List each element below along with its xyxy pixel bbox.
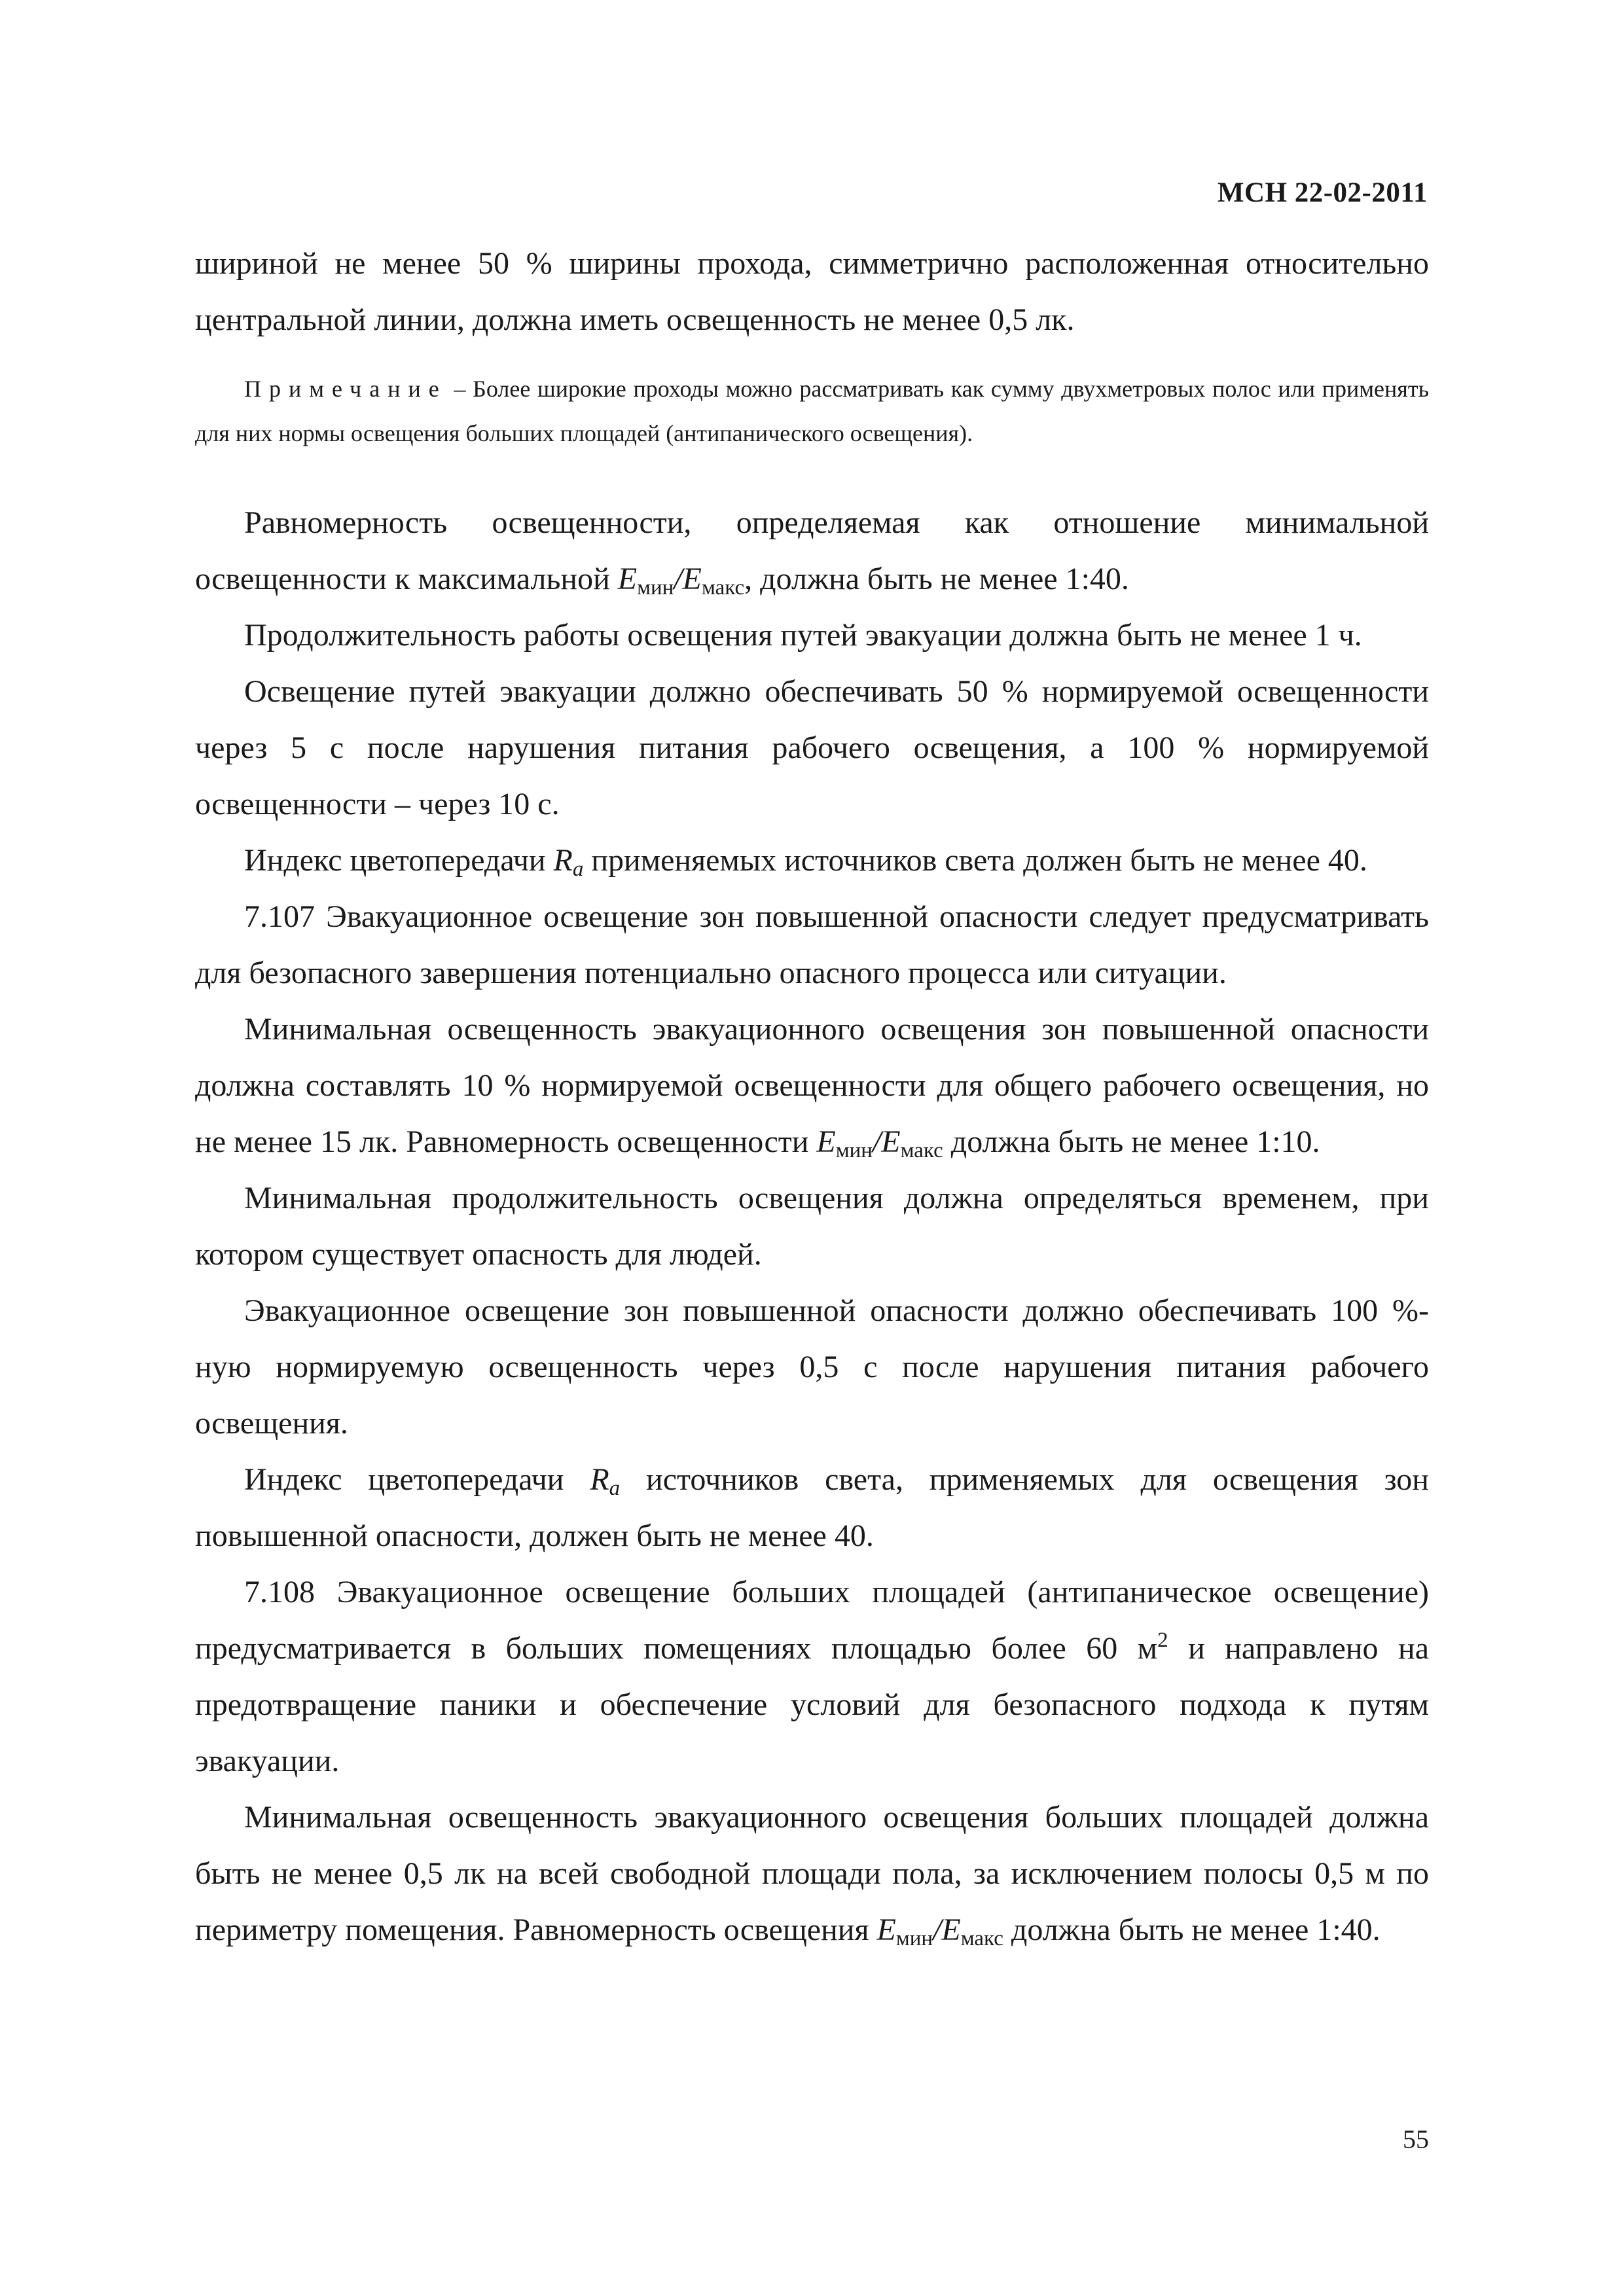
paragraph-high-risk-min-illuminance: [195, 1001, 1429, 1170]
slash: /: [674, 562, 683, 596]
text-run: должна быть не менее 1:10.: [943, 1124, 1320, 1159]
document-code: МСН 22-02-2011: [1217, 177, 1428, 208]
text-run: Минимальная освещенность эвакуационного освещения больших площадей должна быть не менее 0,5 лк на всей свободной площади пола, за исключением полосы 0,5 м по периметру помещения. Равномерность освещения: [195, 1800, 1429, 1947]
text-run: применяемых источников света должен быть не менее 40.: [583, 843, 1367, 878]
text-run: Индекс цветопередачи: [244, 843, 554, 878]
symbol-e: E: [816, 1124, 836, 1159]
subscript-max: макс: [900, 1139, 943, 1162]
text-run: должна быть не менее 1:40.: [1003, 1912, 1380, 1947]
symbol-r: R: [590, 1462, 609, 1497]
symbol-e: E: [881, 1124, 901, 1159]
text-run: Индекс цветопередачи: [244, 1462, 590, 1497]
symbol-e: E: [682, 562, 702, 596]
subscript-min: мин: [835, 1139, 873, 1162]
subscript-min: мин: [637, 576, 674, 600]
paragraph-uniformity: [195, 495, 1429, 607]
symbol-e: E: [941, 1912, 961, 1947]
page-number: 55: [1403, 2125, 1429, 2154]
superscript-2: 2: [1157, 1628, 1168, 1652]
symbol-e: E: [617, 562, 638, 596]
subscript-min: мин: [895, 1927, 933, 1950]
subscript-a: a: [572, 857, 584, 881]
text-run: , должна быть не менее 1:40.: [744, 562, 1129, 596]
text-run: источников света, применяемых для освещения зон повышенной опасности, должен быть не менее 40.: [195, 1462, 1429, 1553]
note-text: – Более широкие проходы можно рассматривать как сумму двухметровых полос или применять для них нормы освещения больших площадей (антипанического освещения).: [195, 376, 1429, 446]
paragraph-large-area-min-illuminance: [195, 1789, 1429, 1958]
paragraph-duration: Продолжительность работы освещения путей эвакуации должна быть не менее 1 ч.: [244, 618, 1362, 653]
paragraph-escape-route-timing: Освещение путей эвакуации должно обеспечивать 50 % нормируемой освещенности через 5 с после нарушения питания рабочего освещения, а 100 % нормируемой освещенности – через 10 с.: [195, 674, 1429, 821]
paragraph-7-108: [195, 1564, 1429, 1789]
note-label: Примечание: [244, 376, 447, 402]
paragraph-7-107: 7.107 Эвакуационное освещение зон повышенной опасности следует предусматривать для безопасного завершения потенциально опасного процесса или ситуации.: [195, 899, 1429, 990]
paragraph-high-risk-duration: Минимальная продолжительность освещения должна определяться временем, при котором существует опасность для людей.: [195, 1181, 1429, 1272]
symbol-e: E: [876, 1912, 896, 1947]
note: [195, 367, 1429, 456]
text-run: Равномерность освещенности, определяемая как отношение минимальной освещенности к максимальной: [195, 505, 1429, 596]
paragraph-color-rendering: [195, 833, 1429, 889]
text-run: Минимальная освещенность эвакуационного освещения зон повышенной опасности должна составлять 10 % нормируемой освещенности для общего рабочего освещения, но не менее 15 лк. Равномерность освещенности: [195, 1012, 1429, 1159]
symbol-r: R: [553, 843, 573, 878]
subscript-max: макс: [960, 1927, 1003, 1950]
slash: /: [872, 1124, 882, 1159]
paragraph-high-risk-color-rendering: [195, 1452, 1429, 1564]
subscript-a: a: [609, 1477, 621, 1500]
paragraph-passage-width: шириной не менее 50 % ширины прохода, симметрично расположенная относительно центральной линии, должна иметь освещенность не менее 0,5 лк.: [195, 246, 1429, 337]
page-body: [195, 236, 1429, 1958]
subscript-max: макс: [701, 576, 745, 600]
text-run: и направлено на предотвращение паники и обеспечение условий для безопасного подхода к путям эвакуации.: [195, 1631, 1429, 1778]
paragraph-high-risk-timing: Эвакуационное освещение зон повышенной опасности должно обеспечивать 100 %-ную нормируемую освещенность через 0,5 с после нарушения питания рабочего освещения.: [195, 1293, 1429, 1441]
slash: /: [933, 1912, 942, 1947]
text-run: 7.108 Эвакуационное освещение больших площадей (антипаническое освещение) предусматривается в больших помещениях площадью более 60 м: [195, 1575, 1429, 1666]
